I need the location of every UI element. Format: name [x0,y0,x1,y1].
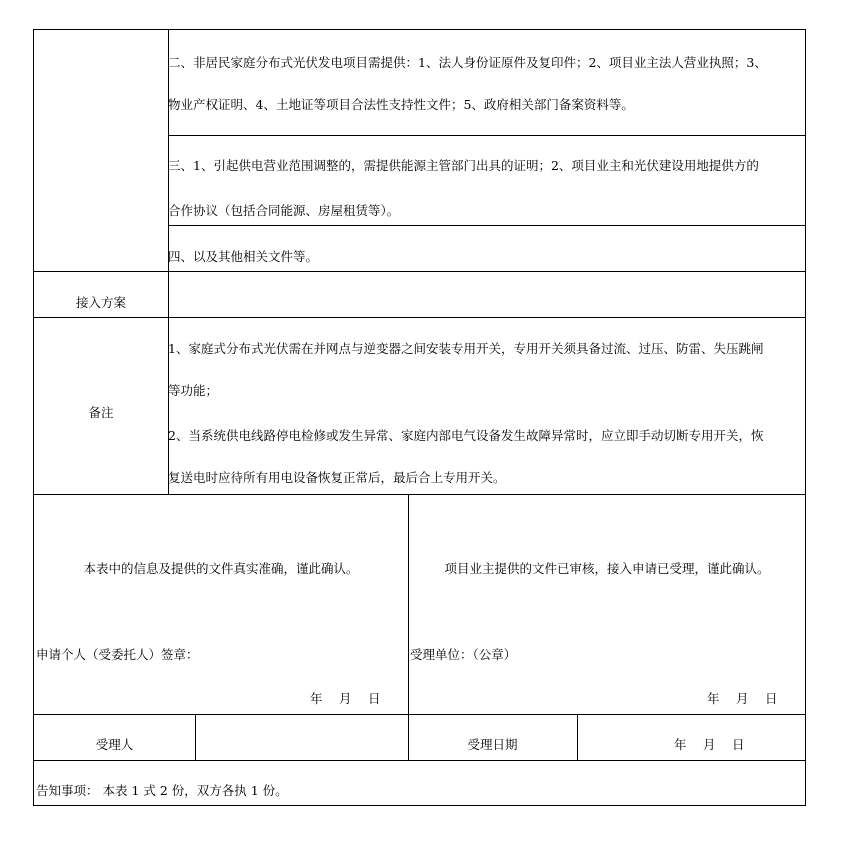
remarks-note-1-line2: 等功能； [168,383,219,398]
requirement-item-3-line1: 三、1、引起供电营业范围调整的，需提供能源主管部门出具的证明；2、项目业主和光伏建设用地提供方的 [168,158,759,173]
requirement-item-2-line1: 二、非居民家庭分布式光伏发电项目需提供：1、法人身份证原件及复印件；2、项目业主法人营业执照；3、 [168,55,767,70]
row-divider [34,271,806,272]
row-divider [34,714,806,715]
column-divider [195,714,196,760]
row-divider [34,317,806,318]
row-divider [168,135,806,136]
application-form-table [33,29,806,806]
notice-text: 告知事项： 本表 1 式 2 份，双方各执 1 份。 [36,783,288,798]
row-divider [34,494,806,495]
access-plan-value[interactable] [174,295,794,311]
acceptance-person-value[interactable] [200,737,400,753]
acceptance-date-value: 年 月 日 [674,737,745,752]
column-divider [577,714,578,760]
remarks-label: 备注 [88,405,114,420]
acceptance-date-label: 受理日期 [467,737,518,752]
acceptance-person-label: 受理人 [95,737,134,752]
remarks-note-2-line1: 2、当系统供电线路停电检修或发生异常、家庭内部电气设备发生故障异常时，应立即手动切断专用开关，恢 [168,428,764,443]
access-plan-label: 接入方案 [75,295,126,310]
column-divider [408,494,409,760]
applicant-statement: 本表中的信息及提供的文件真实准确，谨此确认。 [83,561,359,576]
receiver-date: 年 月 日 [707,691,778,706]
receiver-unit-label: 受理单位：（公章） [410,647,517,662]
remarks-note-1-line1: 1、家庭式分布式光伏需在并网点与逆变器之间安装专用开关，专用开关须具备过流、过压、防雷、失压跳闸 [168,341,764,356]
requirement-item-2-line2: 物业产权证明、4、土地证等项目合法性支持性文件；5、政府相关部门备案资料等。 [168,97,634,112]
applicant-signature-label: 申请个人（受委托人）签章： [36,647,199,662]
requirement-item-4: 四、以及其他相关文件等。 [168,249,319,264]
remarks-note-2-line2: 复送电时应待所有用电设备恢复正常后，最后合上专用开关。 [168,470,506,485]
row-divider [168,225,806,226]
receiver-statement: 项目业主提供的文件已审核，接入申请已受理，谨此确认。 [444,561,770,576]
row-divider [34,760,806,761]
requirement-item-3-line2: 合作协议（包括合同能源、房屋租赁等）。 [168,203,400,218]
applicant-date: 年 月 日 [310,691,381,706]
